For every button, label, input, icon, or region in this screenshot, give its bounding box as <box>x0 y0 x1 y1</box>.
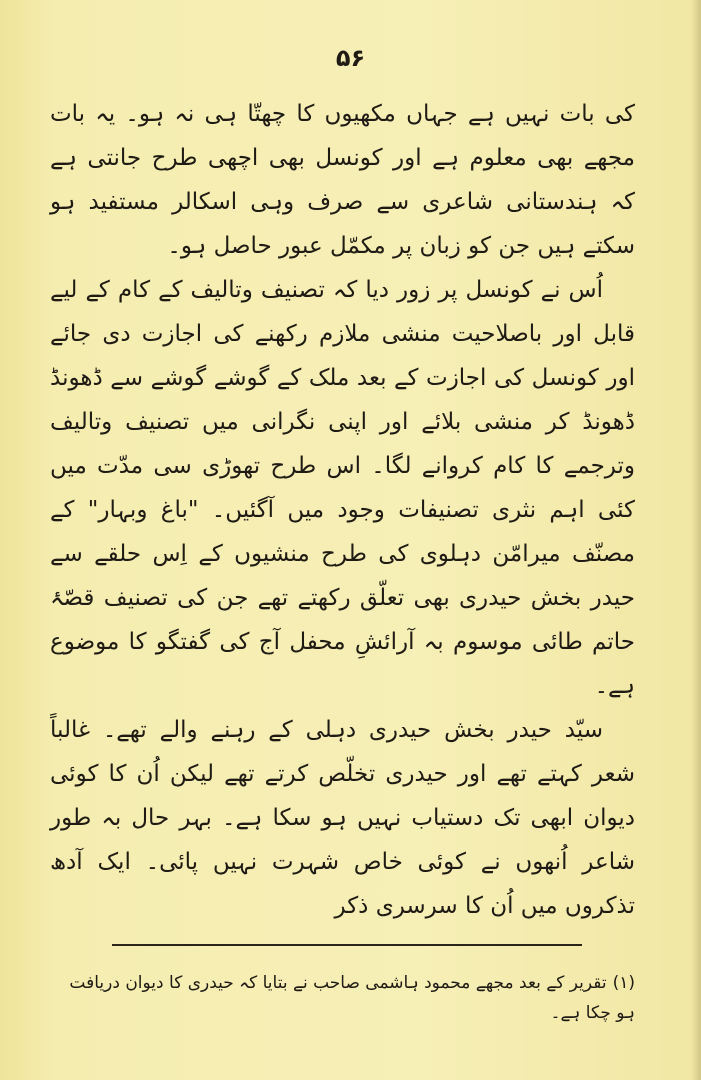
body-text <box>50 92 635 928</box>
paragraph-3: سیّد حیدر بخش حیدری دہلی کے رہنے والے تھے۔ غالباً شعر کہتے تھے اور حیدری تخلّص کرتے تھے لیکن اُن کا کوئی دیوان ابھی تک دستیاب نہیں ہو سکا ہے۔ بہر حال بہ طور شاعر اُنھوں نے کوئی خاص شہرت نہیں پائی۔ ایک آدھ تذکروں میں اُن کا سرسری ذکر <box>50 717 635 919</box>
page-number: ۵۶ <box>335 44 366 72</box>
footnote-marker: (۱) <box>612 973 635 993</box>
footnote-divider <box>112 944 582 946</box>
footnote-text: تقریر کے بعد مجھے محمود ہاشمی صاحب نے بتایا کہ حیدری کا دیوان دریافت ہو چکا ہے۔ <box>69 973 635 1023</box>
footnote <box>60 968 635 1028</box>
paragraph-1: کی بات نہیں ہے جہاں مکھیوں کا چھتّا ہی نہ ہو۔ یہ بات مجھے بھی معلوم ہے اور کونسل بھی اچھی طرح جانتی ہے کہ ہندستانی شاعری سے صرف وہی اسکالر مستفید ہو سکتے ہیں جن کو زبان پر مکمّل عبور حاصل ہو۔ <box>50 101 635 259</box>
page-edge-shadow <box>691 0 701 1080</box>
paragraph-2: اُس نے کونسل پر زور دیا کہ تصنیف وتالیف کے کام کے لیے قابل اور باصلاحیت منشی ملازم رکھنے کی اجازت دی جائے اور کونسل کی اجازت کے بعد ملک کے گوشے گوشے سے ڈھونڈ ڈھونڈ کر منشی بلائے اور اپنی نگرانی میں تصنیف وتالیف وترجمے کا کام کروانے لگا۔ اس طرح تھوڑی سی مدّت میں کئی اہم نثری تصنیفات وجود میں آگئیں۔ "باغ وبہار" کے مصنّف میرامّن دہلوی کی طرح منشیوں کے اِس حلقے سے حیدر بخش حیدری بھی تعلّق رکھتے تھے جن کی تصنیف قصّۂ حاتم طائی موسوم بہ آرائشِ محفل آج کی گفتگو کا موضوع ہے۔ <box>50 277 635 699</box>
